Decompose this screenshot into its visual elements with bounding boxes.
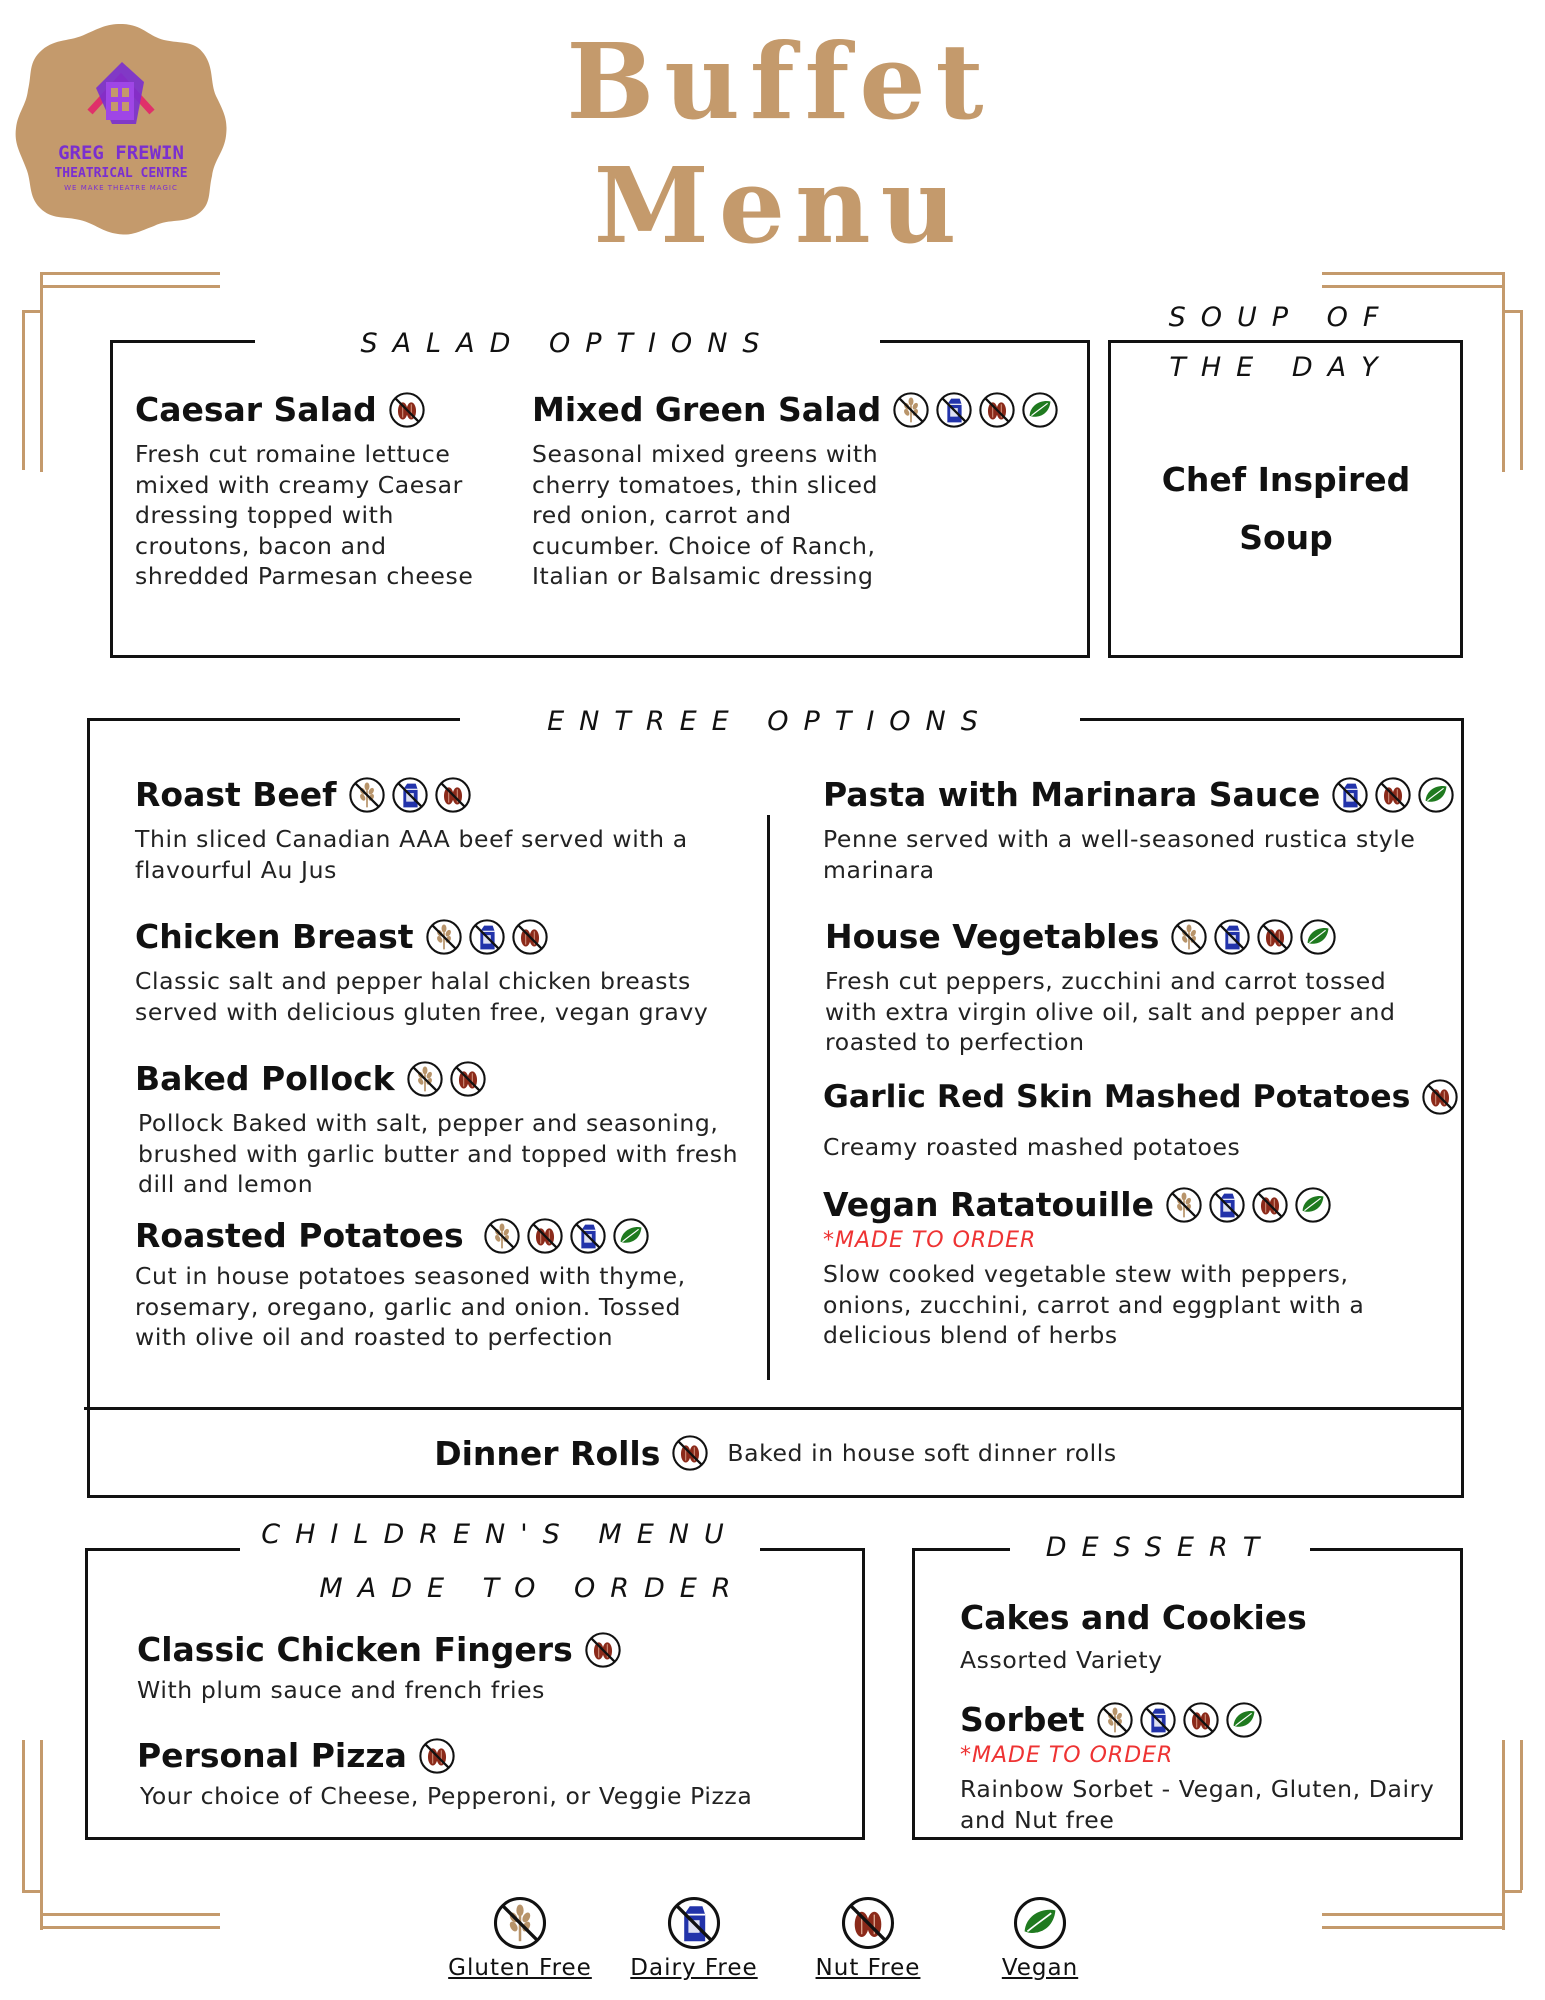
legend-gluten-free-label: Gluten Free: [448, 1955, 592, 1981]
nut-free-icon: [671, 1434, 709, 1472]
personal-pizza-desc: Your choice of Cheese, Pepperoni, or Veggie Pizza: [140, 1782, 753, 1810]
vegan-icon: [1225, 1701, 1263, 1739]
nut-free-icon: [1374, 776, 1412, 814]
vegan-icon: [1021, 391, 1059, 429]
nut-free-icon: [1251, 1186, 1289, 1224]
nut-free-icon: [1256, 918, 1294, 956]
legend-gluten-free: [445, 1895, 595, 1981]
gluten-free-icon: [1096, 1701, 1134, 1739]
children-heading-line2: MADE TO ORDER: [319, 1573, 746, 1604]
legend-vegan-label: Vegan: [1001, 1955, 1079, 1981]
dairy-free-icon: [935, 391, 973, 429]
chicken-fingers-item: [137, 1630, 837, 1706]
caesar-salad-name: Caesar Salad: [135, 390, 377, 429]
sorbet-item: [960, 1700, 1440, 1835]
sorbet-made-to-order: *MADE TO ORDER: [960, 1743, 1174, 1768]
gluten-free-icon: [348, 776, 386, 814]
gluten-free-icon: [492, 1895, 548, 1951]
nut-free-icon: [526, 1217, 564, 1255]
logo-tagline: WE MAKE THEATRE MAGIC: [64, 184, 178, 192]
dessert-heading: DESSERT: [1010, 1522, 1310, 1574]
page-title-line2: Menu: [593, 144, 967, 267]
soup-heading-line2: THE DAY: [1140, 346, 1422, 390]
personal-pizza-name: Personal Pizza: [137, 1736, 407, 1775]
entree-divider: [767, 815, 770, 1380]
chicken-breast-name: Chicken Breast: [135, 917, 414, 956]
mixed-green-salad-name: Mixed Green Salad: [532, 390, 882, 429]
gluten-free-icon: [892, 391, 930, 429]
logo-badge: [12, 20, 230, 238]
sorbet-desc: Rainbow Sorbet - Vegan, Gluten, Dairy and Nut free: [960, 1775, 1435, 1834]
roast-beef-item: [135, 775, 735, 885]
dairy-free-icon: [391, 776, 429, 814]
sorbet-name: Sorbet: [960, 1700, 1085, 1739]
vegan-ratatouille-item: [823, 1185, 1443, 1351]
chicken-breast-item: [135, 917, 735, 1027]
house-vegetables-name: House Vegetables: [825, 917, 1160, 956]
soup-name-line2: Soup: [1239, 518, 1333, 557]
nut-free-icon: [584, 1631, 622, 1669]
roasted-potatoes-name: Roasted Potatoes: [135, 1216, 464, 1255]
legend-dairy-free-label: Dairy Free: [630, 1955, 758, 1981]
pasta-marinara-item: [823, 775, 1443, 885]
vegan-icon: [1299, 918, 1337, 956]
gluten-free-icon: [425, 918, 463, 956]
gluten-free-icon: [1170, 918, 1208, 956]
pasta-marinara-name: Pasta with Marinara Sauce: [823, 775, 1321, 814]
legend-nut-free-label: Nut Free: [815, 1955, 921, 1981]
mixed-green-salad-desc: Seasonal mixed greens with cherry tomatoes, thin sliced red onion, carrot and cucumber. Choice of Ranch, Italian or Balsamic dressing: [532, 440, 879, 590]
nut-free-icon: [840, 1895, 896, 1951]
dairy-free-icon: [468, 918, 506, 956]
legend-vegan: [965, 1895, 1115, 1981]
mashed-potatoes-name: Garlic Red Skin Mashed Potatoes: [823, 1079, 1411, 1115]
house-vegetables-item: [825, 917, 1445, 1058]
baked-pollock-item: [135, 1059, 745, 1200]
dairy-free-icon: [1331, 776, 1369, 814]
gluten-free-icon: [1165, 1186, 1203, 1224]
personal-pizza-item: [137, 1736, 847, 1812]
salad-heading: SALAD OPTIONS: [255, 318, 880, 370]
soup-heading-line1: SOUP OF: [1140, 296, 1422, 340]
page-title-line1: Buffet: [566, 20, 994, 143]
ratatouille-made-to-order: *MADE TO ORDER: [823, 1228, 1037, 1253]
nut-free-icon: [1182, 1701, 1220, 1739]
roasted-potatoes-desc: Cut in house potatoes seasoned with thyme, rosemary, oregano, garlic and onion. Tossed with olive oil and roasted to perfection: [135, 1262, 686, 1351]
roasted-potatoes-item: [135, 1216, 735, 1353]
cakes-cookies-item: [960, 1598, 1440, 1676]
vegan-icon: [612, 1217, 650, 1255]
mixed-green-salad-item: [532, 390, 912, 592]
nut-free-icon: [511, 918, 549, 956]
vegan-icon: [1294, 1186, 1332, 1224]
caesar-salad-item: [135, 390, 505, 592]
soup-name-line1: Chef Inspired: [1161, 460, 1411, 499]
chicken-breast-desc: Classic salt and pepper halal chicken breasts served with delicious gluten free, vegan gravy: [135, 967, 709, 1026]
entree-heading: ENTREE OPTIONS: [460, 696, 1080, 748]
dairy-free-icon: [666, 1895, 722, 1951]
mashed-potatoes-item: [823, 1078, 1453, 1163]
pasta-marinara-desc: Penne served with a well-seasoned rustica style marinara: [823, 825, 1416, 884]
logo-name-line1: GREG FREWIN: [58, 142, 184, 164]
legend-nut-free: [793, 1895, 943, 1981]
dinner-rolls-row: [87, 1408, 1464, 1498]
gluten-free-icon: [483, 1217, 521, 1255]
mashed-potatoes-desc: Creamy roasted mashed potatoes: [823, 1133, 1241, 1161]
legend-dairy-free: [619, 1895, 769, 1981]
vegan-ratatouille-desc: Slow cooked vegetable stew with peppers, onions, zucchini, carrot and eggplant with a delicious blend of herbs: [823, 1260, 1365, 1349]
dairy-free-icon: [1213, 918, 1251, 956]
baked-pollock-name: Baked Pollock: [135, 1059, 395, 1098]
roast-beef-name: Roast Beef: [135, 775, 337, 814]
vegan-icon: [1012, 1895, 1068, 1951]
chicken-fingers-name: Classic Chicken Fingers: [137, 1630, 573, 1669]
cakes-cookies-name: Cakes and Cookies: [960, 1598, 1307, 1637]
vegan-icon: [1417, 776, 1455, 814]
nut-free-icon: [1421, 1078, 1459, 1116]
children-heading-line1: CHILDREN'S MENU: [240, 1512, 760, 1558]
nut-free-icon: [418, 1737, 456, 1775]
gluten-free-icon: [406, 1060, 444, 1098]
dairy-free-icon: [1208, 1186, 1246, 1224]
nut-free-icon: [449, 1060, 487, 1098]
dinner-rolls-desc: Baked in house soft dinner rolls: [727, 1438, 1117, 1467]
cakes-cookies-desc: Assorted Variety: [960, 1646, 1163, 1674]
vegan-ratatouille-name: Vegan Ratatouille: [823, 1185, 1154, 1224]
logo-seal-icon: [12, 20, 230, 238]
nut-free-icon: [388, 391, 426, 429]
dairy-free-icon: [569, 1217, 607, 1255]
roast-beef-desc: Thin sliced Canadian AAA beef served with a flavourful Au Jus: [135, 825, 688, 884]
dairy-free-icon: [1139, 1701, 1177, 1739]
dinner-rolls-name: Dinner Rolls: [434, 1433, 661, 1473]
house-vegetables-desc: Fresh cut peppers, zucchini and carrot tossed with extra virgin olive oil, salt and pepper and roasted to perfection: [825, 967, 1396, 1056]
nut-free-icon: [434, 776, 472, 814]
logo-name-line2: THEATRICAL CENTRE: [54, 166, 188, 181]
nut-free-icon: [978, 391, 1016, 429]
chicken-fingers-desc: With plum sauce and french fries: [137, 1676, 546, 1704]
baked-pollock-desc: Pollock Baked with salt, pepper and seasoning, brushed with garlic butter and topped with fresh dill and lemon: [138, 1109, 739, 1198]
caesar-salad-desc: Fresh cut romaine lettuce mixed with creamy Caesar dressing topped with croutons, bacon and shredded Parmesan cheese: [135, 440, 474, 590]
